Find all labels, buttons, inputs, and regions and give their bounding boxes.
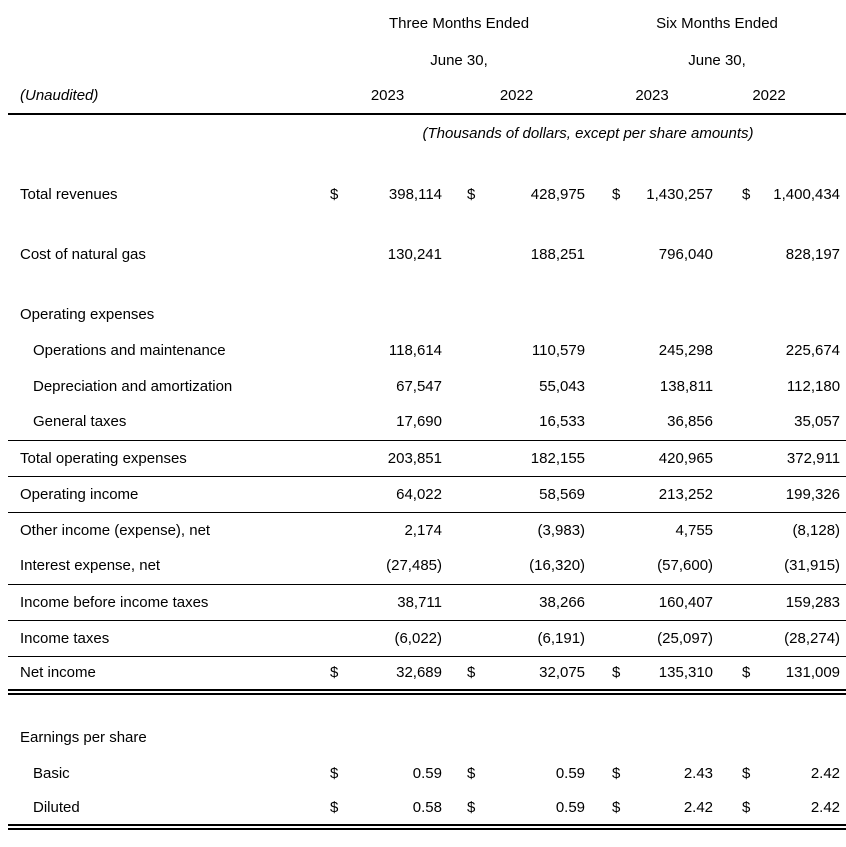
income-statement-table [8, 4, 846, 830]
row-label: Basic [33, 764, 70, 782]
cell-value: 2,174 [404, 521, 442, 539]
currency-empty-cell [716, 476, 764, 512]
cell-value: 0.59 [412, 764, 442, 782]
cell-value: 64,022 [360, 476, 445, 512]
cell-value: 420,965 [634, 440, 716, 476]
cell-value: 32,075 [497, 656, 588, 692]
currency-symbol: $ [445, 656, 497, 692]
header-years-row [8, 78, 846, 114]
header-period-row [8, 4, 846, 42]
currency-empty-cell [588, 548, 634, 584]
cell-value: 38,711 [360, 584, 445, 620]
table-row [8, 584, 846, 620]
currency-symbol: $ [716, 791, 764, 827]
currency-empty-cell [445, 368, 497, 404]
currency-empty-cell [330, 404, 360, 440]
currency-symbol: $ [330, 791, 360, 827]
cell-value: 160,407 [634, 584, 716, 620]
three-months-subtitle: June 30, [430, 51, 488, 69]
currency-empty-cell [445, 548, 497, 584]
row-label: Total operating expenses [8, 440, 330, 476]
cell-value: (16,320) [497, 548, 588, 584]
cell-value: (27,485) [360, 548, 445, 584]
cell-value: 130,241 [387, 245, 442, 263]
year-column-header: 2023 [588, 78, 716, 114]
currency-empty-cell [330, 236, 360, 272]
cell-value: (28,274) [764, 620, 846, 656]
row-label: Depreciation and amortization [33, 377, 233, 395]
row-label: Diluted [8, 791, 330, 827]
currency-empty-cell [716, 512, 764, 548]
cell-value: 16,533 [497, 404, 588, 440]
row-label: Interest expense, net [8, 548, 330, 584]
cell-value: (31,915) [764, 548, 846, 584]
cell-value: (6,191) [497, 620, 588, 656]
row-label: Operating income [8, 476, 330, 512]
currency-symbol: $ [588, 656, 634, 692]
cell-value: 1,400,434 [773, 185, 841, 203]
cell-value: 36,856 [634, 404, 716, 440]
currency-symbol: $ [742, 764, 751, 782]
header-spacer-cell [8, 42, 330, 78]
row-label: General taxes [8, 404, 330, 440]
cell-value: 2.42 [810, 764, 841, 782]
section-header-row [8, 719, 846, 755]
year-column-header: 2023 [330, 78, 445, 114]
currency-empty-cell [330, 584, 360, 620]
currency-empty-cell [716, 548, 764, 584]
cell-value: 118,614 [388, 341, 442, 359]
currency-empty-cell [716, 404, 764, 440]
currency-empty-cell [445, 584, 497, 620]
currency-empty-cell [445, 620, 497, 656]
cell-value: 0.59 [497, 791, 588, 827]
header-spacer-cell [8, 4, 330, 42]
six-months-subtitle: June 30, [688, 51, 746, 69]
cell-value: 225,674 [785, 341, 841, 359]
unaudited-label: (Unaudited) [8, 78, 330, 114]
currency-empty-cell [716, 332, 764, 368]
cell-value: 245,298 [658, 341, 714, 359]
cell-value: 138,811 [659, 377, 714, 395]
row-label: Income taxes [8, 620, 330, 656]
spacer-row [8, 272, 846, 296]
cell-value: 32,689 [360, 656, 445, 692]
cell-value: 398,114 [388, 185, 442, 203]
cell-value: 67,547 [396, 377, 442, 395]
currency-empty-cell [330, 440, 360, 476]
cell-value: 0.59 [555, 764, 586, 782]
cell-value: 213,252 [634, 476, 716, 512]
cell-value: 131,009 [764, 656, 846, 692]
table-row [8, 176, 846, 212]
cell-value: 0.58 [360, 791, 445, 827]
cell-value: 159,283 [764, 584, 846, 620]
row-label: Net income [8, 656, 330, 692]
currency-empty-cell [588, 512, 634, 548]
cell-value: 112,180 [786, 377, 841, 395]
spacer-cell [8, 272, 846, 296]
cell-value: 188,251 [530, 245, 586, 263]
row-label: Income before income taxes [8, 584, 330, 620]
spacer-row [8, 692, 846, 719]
currency-empty-cell [588, 404, 634, 440]
currency-symbol: $ [330, 185, 339, 203]
spacer-row [8, 152, 846, 176]
row-label: Other income (expense), net [20, 521, 211, 539]
table-row [8, 548, 846, 584]
currency-symbol: $ [445, 791, 497, 827]
currency-empty-cell [445, 440, 497, 476]
currency-empty-cell [330, 332, 360, 368]
year-column-header: 2022 [445, 78, 588, 114]
currency-empty-cell [445, 236, 497, 272]
currency-empty-cell [445, 404, 497, 440]
table-row [8, 236, 846, 272]
cell-value: 58,569 [497, 476, 588, 512]
currency-empty-cell [588, 476, 634, 512]
cell-value: 182,155 [497, 440, 588, 476]
cell-value: 17,690 [360, 404, 445, 440]
section-label: Operating expenses [20, 305, 155, 323]
cell-value: (3,983) [537, 521, 586, 539]
row-label: Cost of natural gas [20, 245, 146, 263]
currency-symbol: $ [716, 656, 764, 692]
currency-empty-cell [588, 236, 634, 272]
section-header-row [8, 296, 846, 332]
currency-symbol: $ [467, 764, 476, 782]
currency-empty-cell [330, 548, 360, 584]
cell-value: 372,911 [764, 440, 846, 476]
row-label: Operations and maintenance [33, 341, 226, 359]
cell-value: 199,326 [764, 476, 846, 512]
six-months-title: Six Months Ended [656, 14, 778, 32]
currency-empty-cell [716, 236, 764, 272]
currency-symbol: $ [330, 764, 339, 782]
currency-empty-cell [445, 332, 497, 368]
currency-symbol: $ [330, 656, 360, 692]
spacer-cell [8, 152, 846, 176]
three-months-title: Three Months Ended [388, 14, 530, 32]
section-label: Earnings per share [20, 728, 147, 746]
header-date-row [8, 42, 846, 78]
table-row [8, 755, 846, 791]
currency-empty-cell [716, 584, 764, 620]
currency-empty-cell [588, 332, 634, 368]
cell-value: 4,755 [675, 521, 714, 539]
cell-value: 203,851 [360, 440, 445, 476]
currency-empty-cell [588, 368, 634, 404]
spacer-cell [8, 212, 846, 236]
currency-empty-cell [588, 584, 634, 620]
currency-empty-cell [588, 440, 634, 476]
table-row [8, 620, 846, 656]
cell-value: (8,128) [792, 521, 841, 539]
year-column-header: 2022 [716, 78, 846, 114]
cell-value: 135,310 [634, 656, 716, 692]
currency-empty-cell [330, 368, 360, 404]
table-row [8, 332, 846, 368]
table-row [8, 368, 846, 404]
cell-value: 428,975 [530, 185, 586, 203]
table-row [8, 791, 846, 827]
cell-value: 2.43 [683, 764, 714, 782]
cell-value: 110,579 [531, 341, 586, 359]
currency-empty-cell [716, 620, 764, 656]
note-spacer-cell [8, 114, 330, 152]
cell-value: 35,057 [764, 404, 846, 440]
table-row [8, 440, 846, 476]
cell-value: 55,043 [539, 377, 586, 395]
currency-empty-cell [588, 620, 634, 656]
statement-body [8, 152, 846, 827]
table-row [8, 512, 846, 548]
currency-empty-cell [330, 620, 360, 656]
currency-symbol: $ [588, 791, 634, 827]
spacer-cell [8, 692, 846, 719]
currency-symbol: $ [467, 185, 476, 203]
currency-empty-cell [330, 512, 360, 548]
spacer-row [8, 212, 846, 236]
cell-value: (57,600) [634, 548, 716, 584]
row-label: Total revenues [20, 185, 118, 203]
cell-value: (6,022) [360, 620, 445, 656]
currency-symbol: $ [612, 185, 621, 203]
cell-value: (25,097) [634, 620, 716, 656]
units-note: (Thousands of dollars, except per share amounts) [422, 125, 754, 142]
cell-value: 2.42 [764, 791, 846, 827]
currency-empty-cell [330, 476, 360, 512]
currency-symbol: $ [742, 185, 751, 203]
currency-empty-cell [445, 512, 497, 548]
cell-value: 2.42 [634, 791, 716, 827]
table-row [8, 404, 846, 440]
currency-empty-cell [445, 476, 497, 512]
table-row [8, 656, 846, 692]
cell-value: 1,430,257 [646, 185, 714, 203]
cell-value: 796,040 [658, 245, 714, 263]
cell-value: 38,266 [497, 584, 588, 620]
cell-value: 828,197 [785, 245, 841, 263]
currency-empty-cell [716, 368, 764, 404]
currency-symbol: $ [612, 764, 621, 782]
table-row [8, 476, 846, 512]
units-note-row [8, 114, 846, 152]
currency-empty-cell [716, 440, 764, 476]
